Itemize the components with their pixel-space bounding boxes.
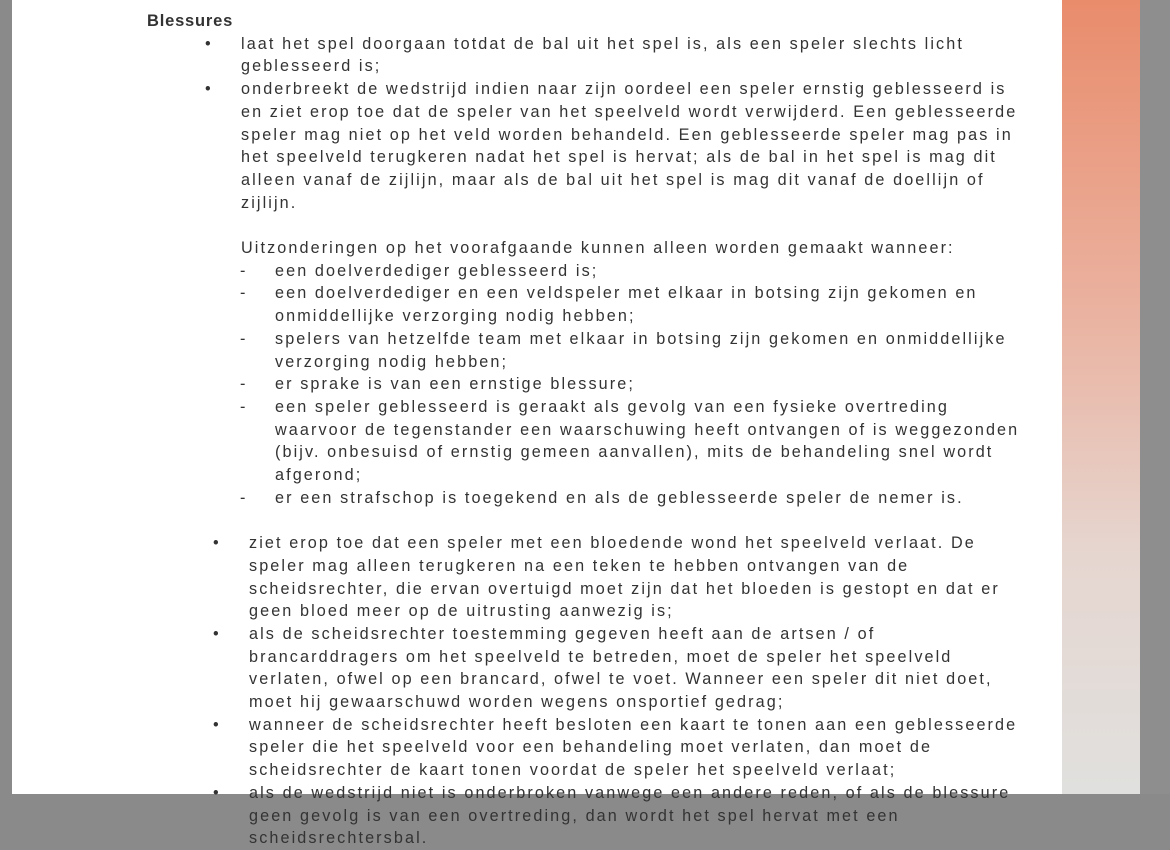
list-item: • als de scheidsrechter toestemming gegeven heeft aan de artsen / of brancarddragers om het speelveld te betreden, moet de speler het speelveld verlaten, ofwel op een brancard, ofwel te voet. Wanneer een speler dit niet doet, moet hij gewaarschuwd worden wegens onsportief gedrag; xyxy=(147,623,1027,714)
section-heading: Blessures xyxy=(147,12,234,30)
exception-item: - een doelverdediger en een veldspeler met elkaar in botsing zijn gekomen en onmiddellijke verzorging nodig hebben; xyxy=(275,282,1027,327)
decorative-side-band xyxy=(1062,0,1150,794)
list-item: • wanneer de scheidsrechter heeft besloten een kaart te tonen aan een geblesseerde speler die het speelveld voor een behandeling moet verlaten, dan moet de scheidsrechter de kaart tonen voordat de speler het speelveld verlaat; xyxy=(147,714,1027,782)
list-item: • ziet erop toe dat een speler met een bloedende wond het speelveld verlaat. De speler mag alleen terugkeren na een teken te hebben ontvangen van de scheidsrechter, die ervan overtuigd moet zijn dat het bloeden is gestopt en dat er geen bloed meer op de uitrusting aanwezig is; xyxy=(147,532,1027,623)
exception-item: - er een strafschop is toegekend en als de geblesseerde speler de nemer is. xyxy=(275,487,1027,510)
exception-item: - er sprake is van een ernstige blessure; xyxy=(275,373,1027,396)
list-item: • laat het spel doorgaan totdat de bal uit het spel is, als een speler slechts licht geblesseerd is; xyxy=(147,33,1027,78)
exception-item: - spelers van hetzelfde team met elkaar in botsing zijn gekomen en onmiddellijke verzorging nodig hebben; xyxy=(275,328,1027,373)
list-item: • als de wedstrijd niet is onderbroken vanwege een andere reden, of als de blessure geen gevolg is van een overtreding, dan wordt het spel hervat met een scheidsrechtersbal. xyxy=(147,782,1027,850)
exceptions-list xyxy=(147,260,1027,510)
exception-item: - een doelverdediger geblesseerd is; xyxy=(275,260,1027,283)
bullet-list-second xyxy=(147,532,1027,850)
document-content xyxy=(147,10,1027,850)
list-item: • onderbreekt de wedstrijd indien naar zijn oordeel een speler ernstig geblesseerd is en ziet erop toe dat de speler van het speelveld wordt verwijderd. Een geblesseerde speler mag niet op het veld worden behandeld. Een geblesseerde speler mag pas in het speelveld terugkeren nadat het spel is hervat; als de bal in het spel is mag dit alleen vanaf de zijlijn, maar als de bal uit het spel is mag dit vanaf de doellijn of zijlijn. xyxy=(147,78,1027,214)
viewer-background xyxy=(1140,0,1170,794)
exception-item: - een speler geblesseerd is geraakt als gevolg van een fysieke overtreding waarvoor de tegenstander een waarschuwing heeft ontvangen of is weggezonden (bijv. onbesuisd of ernstig gemeen aanvallen), mits de behandeling snel wordt afgerond; xyxy=(275,396,1027,487)
bullet-list-first xyxy=(147,33,1027,215)
exceptions-intro: Uitzonderingen op het voorafgaande kunnen alleen worden gemaakt wanneer: xyxy=(241,239,955,258)
